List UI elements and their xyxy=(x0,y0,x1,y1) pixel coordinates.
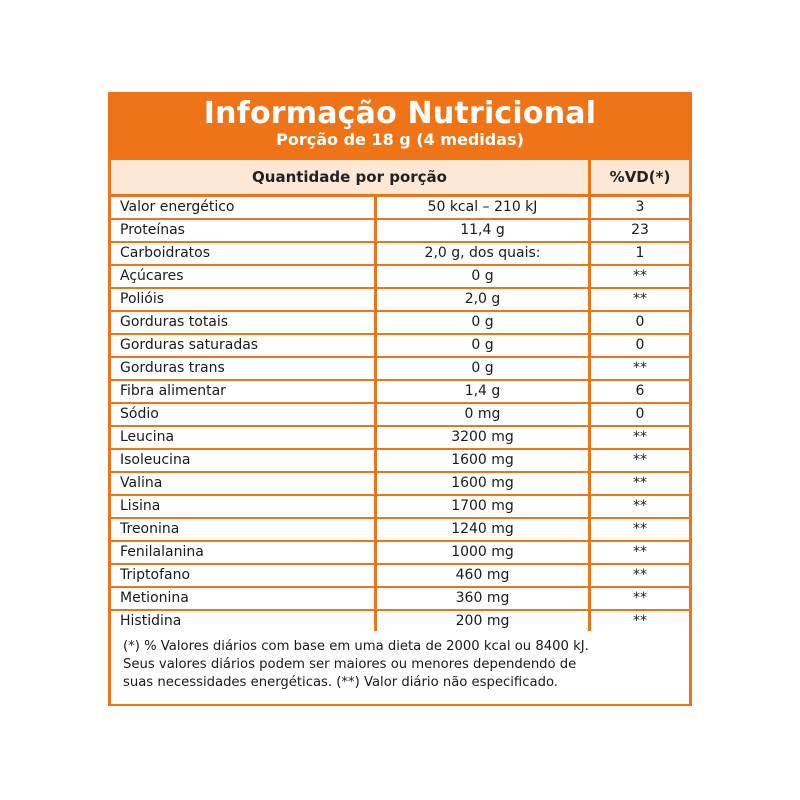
column-header-daily-value: %VD(*) xyxy=(591,160,689,194)
nutrient-row xyxy=(111,611,689,632)
nutrient-name: Treonina xyxy=(111,519,374,540)
nutrient-amount: 200 mg xyxy=(377,611,588,632)
nutrient-name: Fenilalanina xyxy=(111,542,374,563)
nutrient-name: Polióis xyxy=(111,289,374,310)
nutrient-row xyxy=(111,335,689,356)
footnote xyxy=(111,631,689,704)
nutrient-daily-value: 1 xyxy=(591,243,689,264)
nutrient-amount: 0 g xyxy=(377,312,588,333)
nutrient-name: Gorduras trans xyxy=(111,358,374,379)
nutrient-amount: 0 g xyxy=(377,335,588,356)
nutrient-name: Gorduras totais xyxy=(111,312,374,333)
nutrient-daily-value: 0 xyxy=(591,335,689,356)
nutrient-name: Isoleucina xyxy=(111,450,374,471)
nutrition-facts-label xyxy=(108,92,692,706)
nutrient-daily-value: 3 xyxy=(591,197,689,218)
nutrient-name: Triptofano xyxy=(111,565,374,586)
nutrient-row xyxy=(111,358,689,379)
nutrient-daily-value: ** xyxy=(591,519,689,540)
nutrient-row xyxy=(111,473,689,494)
nutrient-amount: 2,0 g, dos quais: xyxy=(377,243,588,264)
nutrient-daily-value: 0 xyxy=(591,404,689,425)
nutrient-row xyxy=(111,381,689,402)
nutrient-row xyxy=(111,243,689,264)
nutrient-name: Valina xyxy=(111,473,374,494)
nutrient-name: Valor energético xyxy=(111,197,374,218)
nutrient-daily-value: ** xyxy=(591,473,689,494)
nutrient-daily-value: ** xyxy=(591,450,689,471)
column-header-quantity: Quantidade por porção xyxy=(111,160,588,194)
nutrient-name: Sódio xyxy=(111,404,374,425)
nutrient-name: Histidina xyxy=(111,611,374,632)
serving-size: Porção de 18 g (4 medidas) xyxy=(276,130,524,149)
nutrient-daily-value: ** xyxy=(591,565,689,586)
nutrient-row xyxy=(111,519,689,540)
nutrient-daily-value: ** xyxy=(591,289,689,310)
nutrient-daily-value: ** xyxy=(591,542,689,563)
nutrient-name: Proteínas xyxy=(111,220,374,241)
nutrient-amount: 0 g xyxy=(377,358,588,379)
nutrient-amount: 1700 mg xyxy=(377,496,588,517)
nutrient-row xyxy=(111,289,689,310)
nutrient-daily-value: ** xyxy=(591,358,689,379)
footnote-line: suas necessidades energéticas. (**) Valor diário não especificado. xyxy=(123,675,558,690)
nutrient-name: Carboidratos xyxy=(111,243,374,264)
nutrient-row xyxy=(111,312,689,333)
nutrient-amount: 1600 mg xyxy=(377,450,588,471)
nutrient-daily-value: ** xyxy=(591,427,689,448)
nutrient-row xyxy=(111,220,689,241)
nutrient-daily-value: 6 xyxy=(591,381,689,402)
nutrient-daily-value: ** xyxy=(591,588,689,609)
footnote-line: Seus valores diários podem ser maiores ou menores dependendo de xyxy=(123,657,577,672)
nutrient-name: Metionina xyxy=(111,588,374,609)
nutrient-row xyxy=(111,197,689,218)
nutrient-amount: 1600 mg xyxy=(377,473,588,494)
nutrient-row xyxy=(111,266,689,287)
label-header xyxy=(108,92,692,160)
footnote-line: (*) % Valores diários com base em uma dieta de 2000 kcal ou 8400 kJ. xyxy=(123,639,589,654)
nutrient-daily-value: 0 xyxy=(591,312,689,333)
nutrient-daily-value: 23 xyxy=(591,220,689,241)
nutrient-amount: 0 g xyxy=(377,266,588,287)
label-title: Informação Nutricional xyxy=(203,96,597,131)
nutrient-amount: 2,0 g xyxy=(377,289,588,310)
nutrition-table xyxy=(111,160,689,704)
nutrient-row xyxy=(111,496,689,517)
nutrient-row xyxy=(111,404,689,425)
nutrient-name: Leucina xyxy=(111,427,374,448)
nutrient-row xyxy=(111,565,689,586)
nutrient-amount: 50 kcal – 210 kJ xyxy=(377,197,588,218)
nutrient-amount: 1,4 g xyxy=(377,381,588,402)
nutrient-amount: 0 mg xyxy=(377,404,588,425)
nutrient-amount: 1240 mg xyxy=(377,519,588,540)
nutrient-amount: 460 mg xyxy=(377,565,588,586)
nutrient-daily-value: ** xyxy=(591,266,689,287)
nutrient-daily-value: ** xyxy=(591,611,689,632)
nutrient-name: Açúcares xyxy=(111,266,374,287)
nutrient-name: Lisina xyxy=(111,496,374,517)
nutrient-amount: 11,4 g xyxy=(377,220,588,241)
nutrient-name: Gorduras saturadas xyxy=(111,335,374,356)
nutrient-row xyxy=(111,450,689,471)
nutrient-amount: 1000 mg xyxy=(377,542,588,563)
nutrient-row xyxy=(111,427,689,448)
nutrient-row xyxy=(111,542,689,563)
nutrient-name: Fibra alimentar xyxy=(111,381,374,402)
nutrient-amount: 3200 mg xyxy=(377,427,588,448)
nutrient-amount: 360 mg xyxy=(377,588,588,609)
nutrient-row xyxy=(111,588,689,609)
nutrient-daily-value: ** xyxy=(591,496,689,517)
